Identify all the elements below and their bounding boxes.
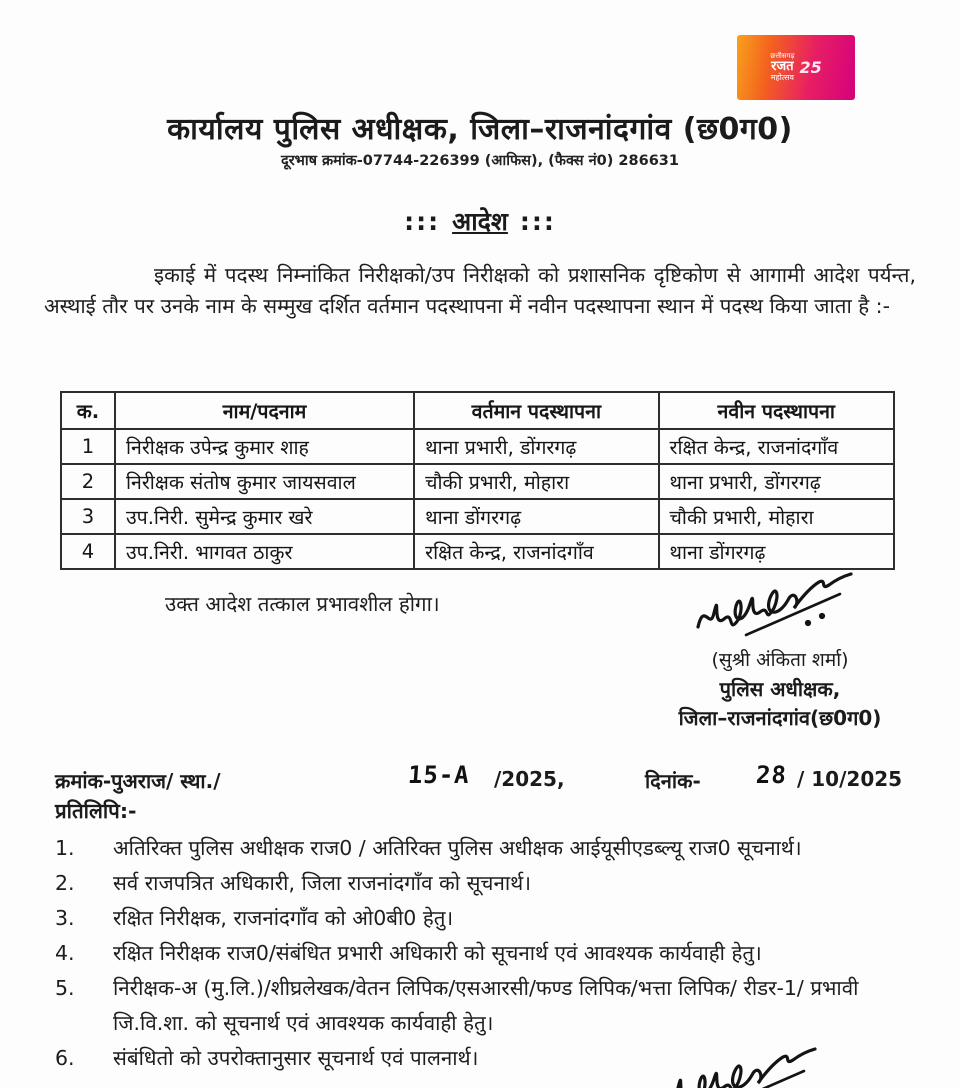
cell-current-posting: चौकी प्रभारी, मोहारा bbox=[414, 464, 658, 499]
reference-line bbox=[0, 761, 960, 803]
posting-table bbox=[60, 391, 895, 570]
col-header-new-posting: नवीन पदस्थापना bbox=[659, 392, 894, 429]
date-month-year: / 10/2025 bbox=[797, 767, 903, 791]
signature-scrawl-top bbox=[688, 563, 866, 645]
list-item bbox=[55, 936, 918, 971]
cell-name: उप.निरी. सुमेन्द्र कुमार खरे bbox=[115, 499, 414, 534]
table-row bbox=[61, 429, 894, 464]
cell-serial: 2 bbox=[61, 464, 115, 499]
date-label: दिनांक- bbox=[645, 769, 701, 793]
order-heading bbox=[0, 204, 960, 238]
col-header-current-posting: वर्तमान पदस्थापना bbox=[414, 392, 658, 429]
logo-line1: छत्तीसगढ़ bbox=[770, 51, 795, 60]
rajat-mahotsav-logo bbox=[737, 35, 855, 100]
logo-line3: महोत्सव bbox=[770, 72, 794, 82]
phone-fax-line: दूरभाष क्रमांक-07744-226399 (आफिस), (फैक्स नं0) 286631 bbox=[281, 153, 679, 169]
table-header-row bbox=[61, 392, 894, 429]
list-item-number: 2. bbox=[55, 871, 75, 895]
order-body-paragraph: इकाई में पदस्थ निम्नांकित निरीक्षको/उप निरीक्षको को प्रशासनिक दृष्टिकोण से आगामी आदेश पर्यन्त, अस्थाई तौर पर उनके नाम के सम्मुख दर्शित वर्तमान पदस्थापना में नवीन पदस्थापना स्थान में पदस्थ किया जाता है :- bbox=[44, 263, 916, 318]
signatory-block bbox=[636, 646, 924, 733]
table-row bbox=[61, 464, 894, 499]
signatory-designation: पुलिस अधीक्षक, bbox=[719, 677, 841, 701]
cell-serial: 1 bbox=[61, 429, 115, 464]
signature-scrawl-bottom bbox=[652, 1018, 830, 1088]
cell-serial: 3 bbox=[61, 499, 115, 534]
signatory-district: जिला–राजनांदगांव(छ0ग0) bbox=[678, 706, 882, 730]
cell-serial: 4 bbox=[61, 534, 115, 569]
list-item-number: 5. bbox=[55, 976, 75, 1000]
list-item bbox=[55, 901, 918, 936]
order-heading-suffix: ::: bbox=[519, 207, 556, 236]
list-item-text: रक्षित निरीक्षक, राजनांदगाँव को ओ0बी0 हेतु। bbox=[113, 906, 454, 930]
logo-line2: रजत bbox=[771, 59, 794, 75]
list-item bbox=[55, 866, 918, 901]
cell-new-posting: थाना प्रभारी, डोंगरगढ़ bbox=[659, 464, 894, 499]
list-item-text: रक्षित निरीक्षक राज0/संबंधित प्रभारी अधिकारी को सूचनार्थ एवं आवश्यक कार्यवाही हेतु। bbox=[113, 941, 762, 965]
cell-new-posting: थाना डोंगरगढ़ bbox=[659, 534, 894, 569]
cell-current-posting: थाना प्रभारी, डोंगरगढ़ bbox=[414, 429, 658, 464]
logo-text bbox=[770, 53, 794, 82]
list-item-text: संबंधितो को उपरोक्तानुसार सूचनार्थ एवं पालनार्थ। bbox=[113, 1046, 479, 1070]
table-row bbox=[61, 499, 894, 534]
cell-new-posting: रक्षित केन्द्र, राजनांदगाँव bbox=[659, 429, 894, 464]
signatory-name: (सुश्री अंकिता शर्मा) bbox=[711, 649, 849, 671]
list-item-number: 4. bbox=[55, 941, 75, 965]
col-header-serial: क. bbox=[61, 392, 115, 429]
copy-to-label: प्रतिलिपि:- bbox=[55, 799, 137, 823]
handwritten-dispatch-number: 15-A bbox=[407, 761, 471, 789]
list-item-number: 6. bbox=[55, 1046, 75, 1070]
handwritten-day: 28 bbox=[755, 761, 788, 789]
list-item-text: अतिरिक्त पुलिस अधीक्षक राज0 / अतिरिक्त पुलिस अधीक्षक आईयूसीएडब्ल्यू राज0 सूचनार्थ। bbox=[113, 836, 802, 860]
effective-line: उक्त आदेश तत्काल प्रभावशील होगा। bbox=[165, 592, 440, 616]
cell-name: निरीक्षक उपेन्द्र कुमार शाह bbox=[115, 429, 414, 464]
list-item bbox=[55, 831, 918, 866]
cell-new-posting: चौकी प्रभारी, मोहारा bbox=[659, 499, 894, 534]
list-item-text: निरीक्षक-अ (मु.लि.)/शीघ्रलेखक/वेतन लिपिक/एसआरसी/फण्ड लिपिक/भत्ता लिपिक/ रीडर-1/ प्रभावी जि.वि.शा. को सूचनार्थ एवं आवश्यक कार्यवाही हेतु। bbox=[113, 976, 859, 1035]
list-item-text: सर्व राजपत्रित अधिकारी, जिला राजनांदगाँव को सूचनार्थ। bbox=[113, 871, 531, 895]
cell-current-posting: थाना डोंगरगढ़ bbox=[414, 499, 658, 534]
logo-number: 25 bbox=[799, 58, 822, 77]
office-title: कार्यालय पुलिस अधीक्षक, जिला–राजनांदगांव (छ0ग0) bbox=[167, 112, 793, 147]
cell-current-posting: रक्षित केन्द्र, राजनांदगाँव bbox=[414, 534, 658, 569]
list-item-number: 3. bbox=[55, 906, 75, 930]
order-heading-word: आदेश bbox=[452, 207, 508, 236]
reference-year: /2025, bbox=[494, 767, 565, 791]
cell-name: उप.निरी. भागवत ठाकुर bbox=[115, 534, 414, 569]
list-item-number: 1. bbox=[55, 836, 75, 860]
order-heading-prefix: ::: bbox=[404, 207, 441, 236]
reference-prefix: क्रमांक-पुअराज/ स्था./ bbox=[55, 769, 221, 793]
col-header-name: नाम/पदनाम bbox=[115, 392, 414, 429]
cell-name: निरीक्षक संतोष कुमार जायसवाल bbox=[115, 464, 414, 499]
